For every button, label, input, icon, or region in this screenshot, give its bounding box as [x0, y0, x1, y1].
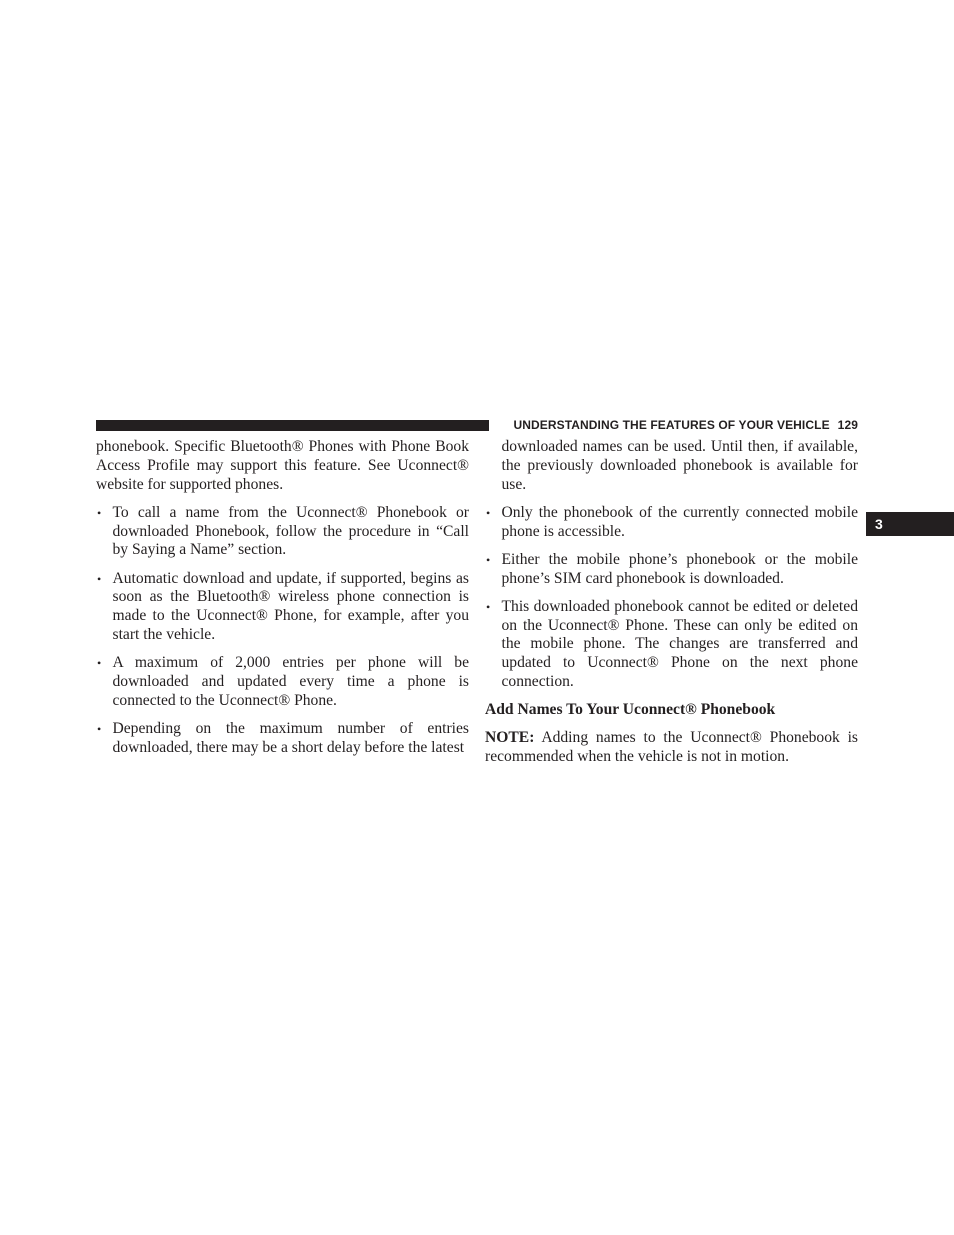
- left-column: [96, 438, 469, 767]
- list-item: [96, 504, 469, 560]
- bullet-icon: •: [97, 721, 102, 736]
- bullet-icon: •: [97, 505, 102, 520]
- section-subheading: Add Names To Your Uconnect® Phonebook: [485, 701, 776, 719]
- list-item: [96, 654, 469, 710]
- list-item-text: Either the mobile phone’s phonebook or the mobile phone’s SIM card phonebook is downloaded.: [501, 550, 858, 587]
- list-item-text: A maximum of 2,000 entries per phone will be downloaded and updated every time a phone is connected to the Uconnect® Phone.: [112, 654, 469, 709]
- intro-paragraph: phonebook. Specific Bluetooth® Phones with Phone Book Access Profile may support this feature. See Uconnect® website for supported phones.: [96, 438, 469, 493]
- bullet-icon: •: [486, 552, 491, 567]
- list-item: [485, 551, 858, 589]
- header-rule-bar: [96, 420, 489, 431]
- bullet-icon: •: [97, 656, 102, 671]
- list-item: [485, 598, 858, 692]
- chapter-number: 3: [875, 516, 883, 532]
- bullet-icon: •: [486, 599, 491, 614]
- note-paragraph: [485, 729, 858, 767]
- running-header: [498, 417, 858, 433]
- list-item-text: This downloaded phonebook cannot be edited or deleted on the Uconnect® Phone. These can only be edited on the mobile phone. The changes are transferred and updated to Uconnect® Phone on the next phone connection.: [501, 597, 858, 690]
- list-item-text: Only the phonebook of the currently connected mobile phone is accessible.: [501, 503, 858, 540]
- left-bullet-list: [96, 504, 469, 758]
- chapter-tab[interactable]: [866, 512, 954, 536]
- list-item: [485, 504, 858, 542]
- list-item-text: Automatic download and update, if supported, begins as soon as the Bluetooth® wireless phone connection is made to the Uconnect® Phone, for example, after you start the vehicle.: [112, 569, 469, 643]
- page-number: 129: [837, 418, 858, 432]
- list-item-text: Depending on the maximum number of entries downloaded, there may be a short delay before the latest: [112, 719, 469, 756]
- continued-bullet-text: downloaded names can be used. Until then, if available, the previously downloaded phonebook is available for use.: [501, 438, 858, 493]
- list-item-text: To call a name from the Uconnect® Phonebook or downloaded Phonebook, follow the procedure in “Call by Saying a Name” section.: [112, 503, 469, 559]
- note-label: NOTE:: [485, 729, 535, 747]
- section-title: UNDERSTANDING THE FEATURES OF YOUR VEHICLE: [513, 418, 830, 432]
- right-bullet-list: [485, 504, 858, 692]
- bullet-icon: •: [97, 571, 102, 586]
- list-item: [96, 570, 469, 645]
- bullet-icon: •: [486, 505, 491, 520]
- right-column: [485, 438, 858, 776]
- list-item: [96, 720, 469, 758]
- note-text: Adding names to the Uconnect® Phonebook is recommended when the vehicle is not in motion.: [485, 729, 859, 766]
